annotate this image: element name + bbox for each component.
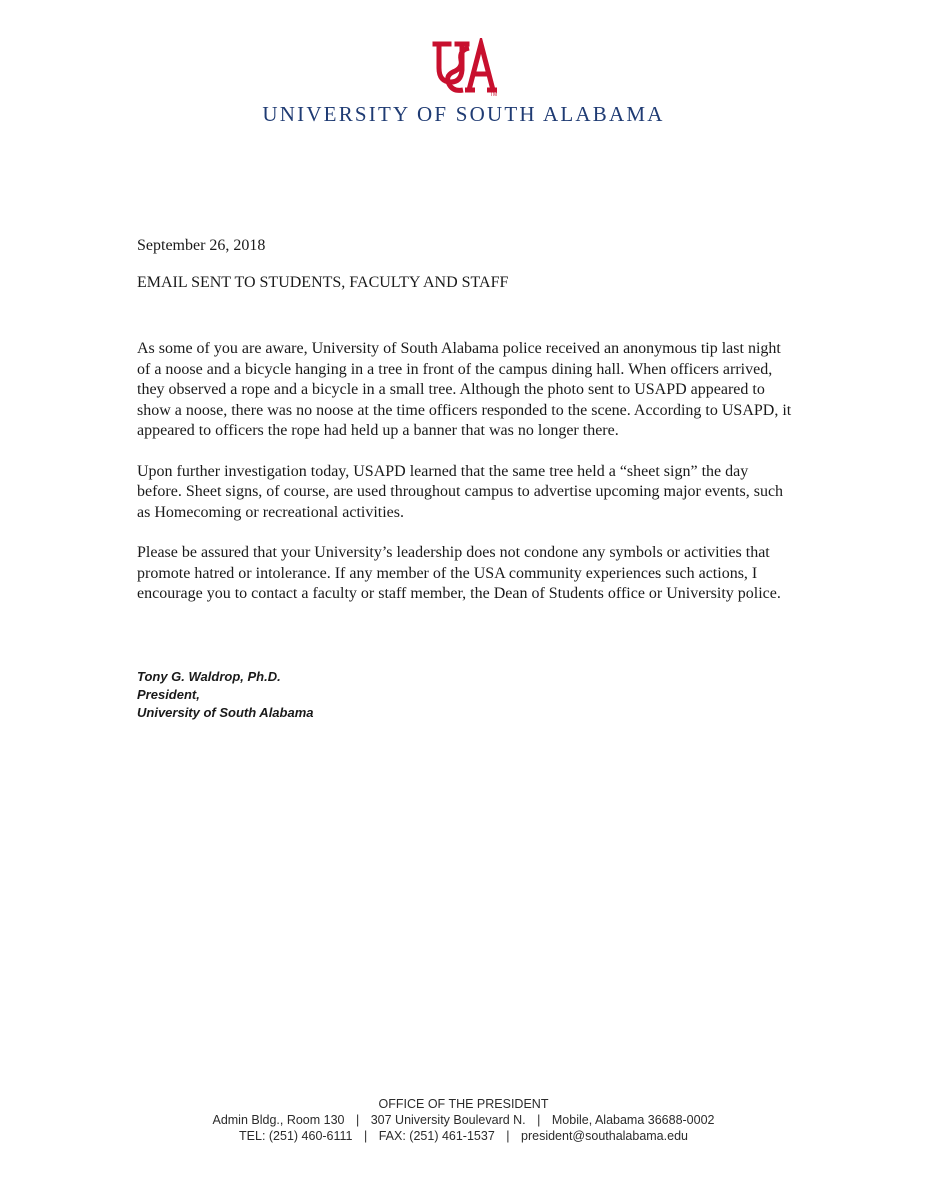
footer-street: 307 University Boulevard N. [370, 1113, 526, 1127]
footer [0, 1096, 927, 1144]
footer-address-line [0, 1112, 927, 1128]
paragraph-3: Please be assured that your University’s leadership does not condone any symbols or activities that promote hatred or intolerance. If any member of the USA community experiences such actions, I encourage you to contact a faculty or staff member, the Dean of Students office or University police. [137, 544, 781, 602]
footer-email-link[interactable]: president@southalabama.edu [521, 1129, 688, 1143]
letter-subject: EMAIL SENT TO STUDENTS, FACULTY AND STAFF [137, 273, 509, 291]
footer-separator: | [537, 1113, 541, 1127]
footer-separator: | [506, 1129, 510, 1143]
footer-contact-line [0, 1128, 927, 1144]
footer-fax: FAX: (251) 461-1537 [378, 1129, 495, 1143]
trademark-symbol: TM [489, 92, 497, 98]
paragraph-2: Upon further investigation today, USAPD learned that the same tree held a “sheet sign” the day before. Sheet signs, of course, are used throughout campus to advertise upcoming major events, such as Homecoming or recreational activities. [137, 462, 784, 521]
footer-city: Mobile, Alabama 36688-0002 [551, 1113, 715, 1127]
signer-name: Tony G. Waldrop, Ph.D. [137, 669, 281, 684]
usa-logo [429, 38, 499, 98]
footer-building: Admin Bldg., Room 130 [212, 1113, 345, 1127]
signer-institution: University of South Alabama [137, 705, 314, 720]
signature-block [137, 668, 314, 722]
footer-office: OFFICE OF THE PRESIDENT [378, 1097, 549, 1111]
signer-title: President, [137, 687, 200, 702]
footer-separator: | [355, 1113, 360, 1127]
university-name: UNIVERSITY OF SOUTH ALABAMA [262, 102, 665, 126]
footer-tel: TEL: (251) 460-6111 [239, 1129, 353, 1143]
letter-body [137, 236, 797, 605]
footer-separator: | [364, 1129, 368, 1143]
letterhead [0, 38, 927, 127]
paragraph-1: As some of you are aware, University of South Alabama police received an anonymous tip last night of a noose and a bicycle hanging in a tree in front of the campus dining hall. When officers arrived, they observed a rope and a bicycle in a small tree. Although the photo sent to USAPD appeared to show a noose, there was no noose at the time officers responded to the scene. According to USAPD, it appeared to officers the rope had held up a banner that was no longer there. [137, 340, 792, 439]
letter-date: September 26, 2018 [137, 237, 266, 254]
